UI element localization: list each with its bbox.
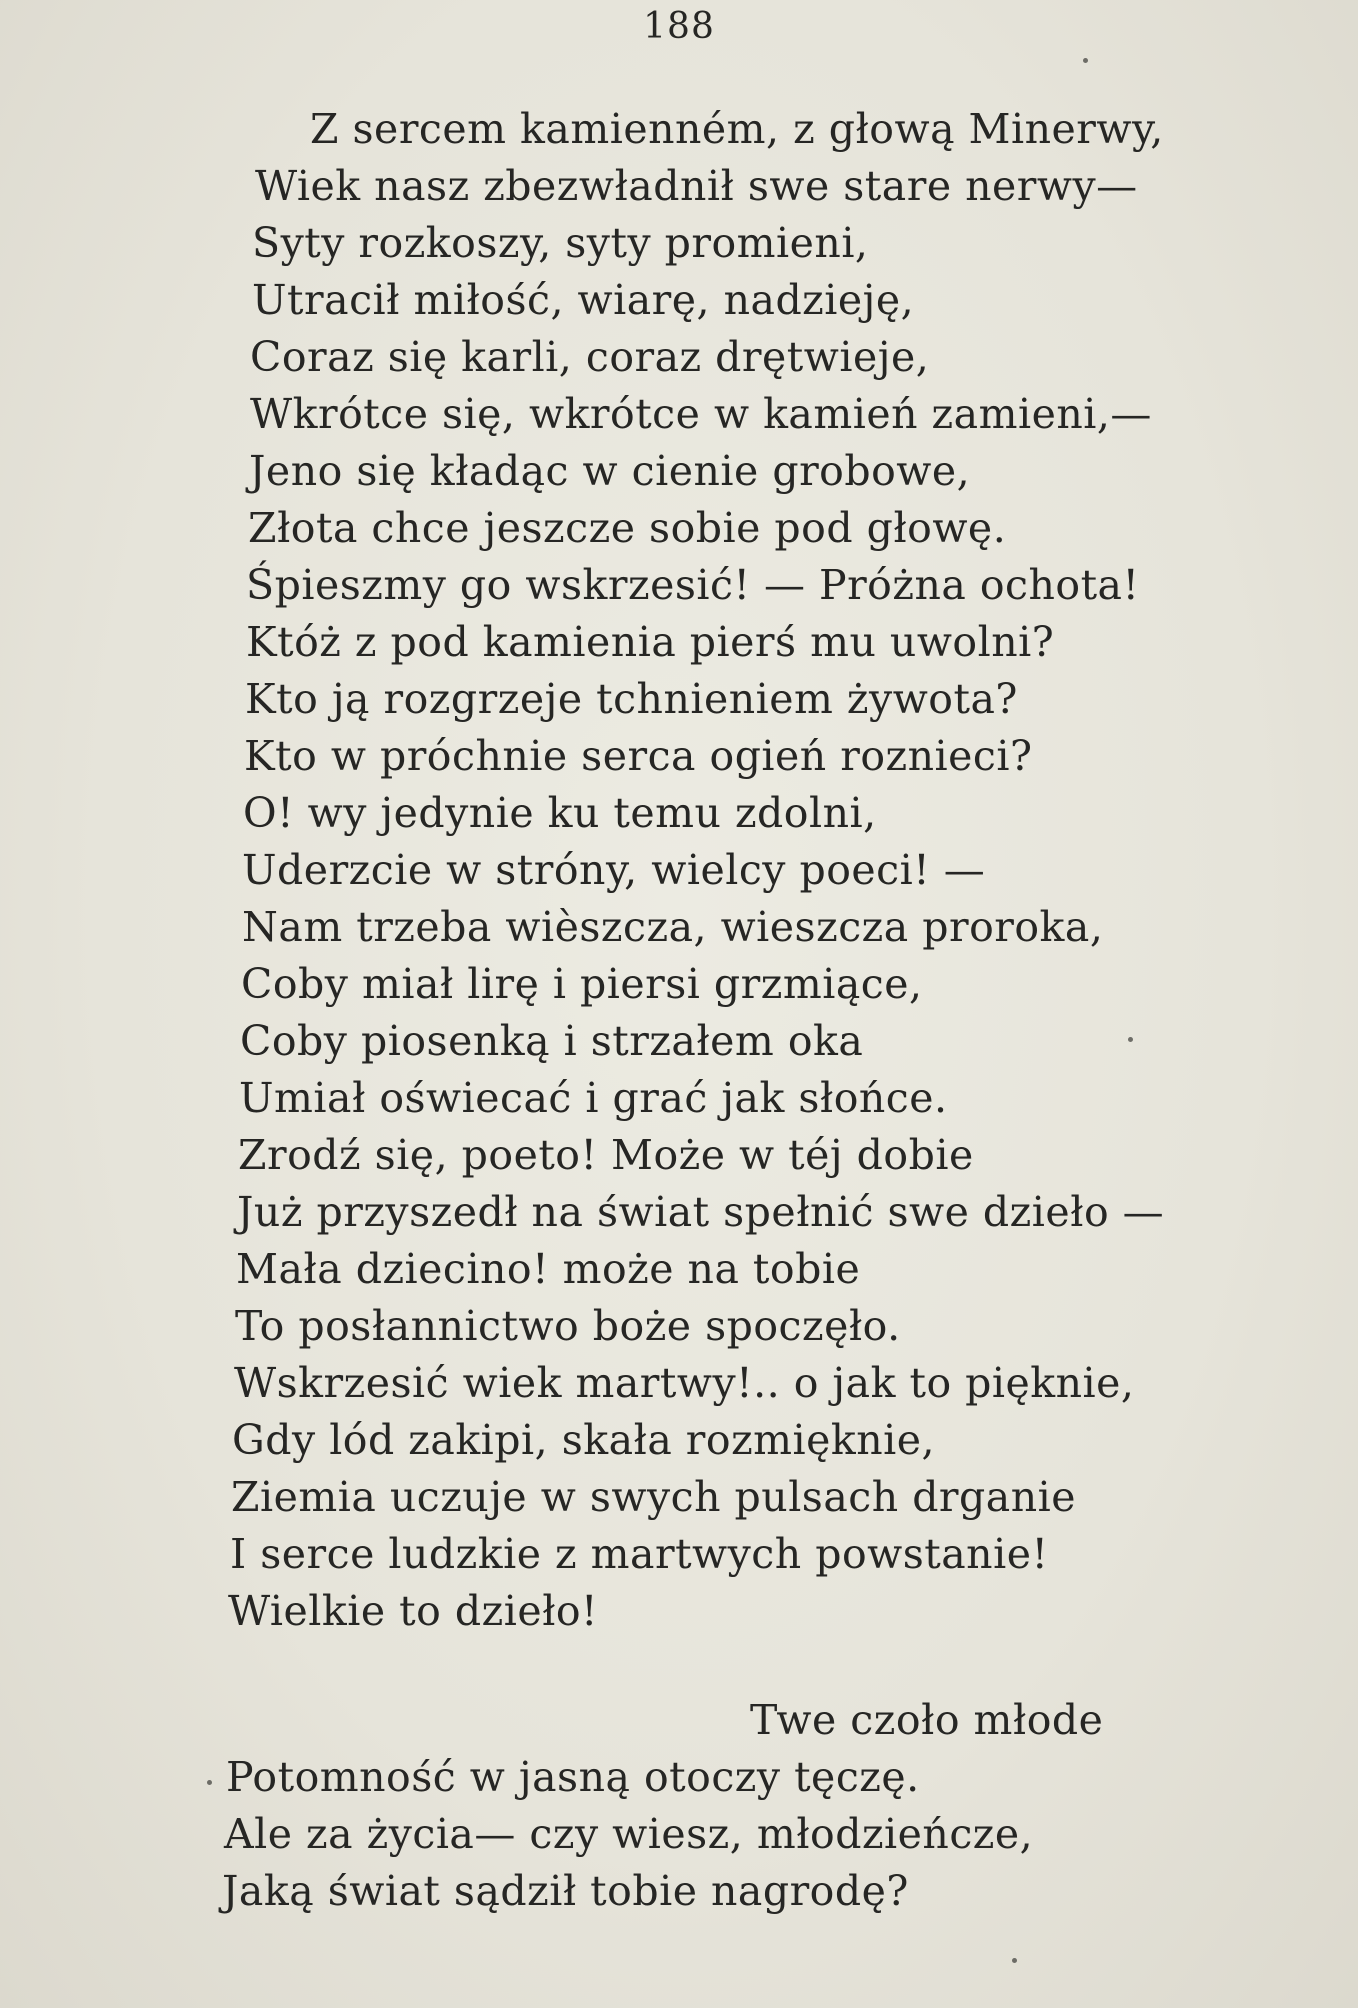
poem-line: Uderzcie w stróny, wielcy poeci! — bbox=[242, 846, 986, 894]
paper-speck bbox=[1012, 1958, 1017, 1963]
poem-line: Utracił miłość, wiarę, nadzieję, bbox=[252, 276, 915, 324]
poem-line: Złota chce jeszcze sobie pod głowę. bbox=[248, 504, 1007, 552]
poem-line: Gdy lód zakipi, skała rozmięknie, bbox=[232, 1416, 936, 1464]
poem-line: Śpieszmy go wskrzesić! — Próżna ochota! bbox=[246, 561, 1140, 609]
poem-line: Kto ją rozgrzeje tchnieniem żywota? bbox=[245, 675, 1018, 723]
poem-line: Coraz się karli, coraz drętwieje, bbox=[250, 333, 930, 381]
poem-line: Coby miał lirę i piersi grzmiące, bbox=[241, 960, 923, 1008]
poem-line: Nam trzeba wièszcza, wieszcza proroka, bbox=[242, 903, 1104, 951]
poem-line: Wiek nasz zbezwładnił swe stare nerwy— bbox=[255, 162, 1138, 210]
paper-speck bbox=[207, 1780, 212, 1785]
poem-line: Wskrzesić wiek martwy!.. o jak to pięknie, bbox=[234, 1359, 1135, 1407]
poem-line: Ale za życia— czy wiesz, młodzieńcze, bbox=[224, 1810, 1034, 1858]
poem-line: I serce ludzkie z martwych powstanie! bbox=[230, 1530, 1049, 1578]
poem-line: Ziemia uczuje w swych pulsach drganie bbox=[231, 1473, 1077, 1521]
poem-line: Już przyszedł na świat spełnić swe dzieło — bbox=[237, 1188, 1165, 1236]
poem-line: Jeno się kładąc w cienie grobowe, bbox=[249, 447, 971, 495]
poem-line: Któż z pod kamienia pierś mu uwolni? bbox=[246, 618, 1055, 666]
poem-line: Twe czoło młode bbox=[750, 1696, 1104, 1744]
paper-speck bbox=[1128, 1037, 1133, 1042]
poem-line: Wkrótce się, wkrótce w kamień zamieni,— bbox=[250, 390, 1152, 438]
poem-line: Wielkie to dzieło! bbox=[228, 1587, 599, 1635]
poem-line: Zrodź się, poeto! Może w téj dobie bbox=[238, 1131, 974, 1179]
paper-speck bbox=[1083, 58, 1088, 63]
poem-line: Syty rozkoszy, syty promieni, bbox=[252, 219, 869, 267]
poem-line: Potomność w jasną otoczy tęczę. bbox=[226, 1753, 920, 1801]
poem-line: Mała dziecino! może na tobie bbox=[236, 1245, 861, 1293]
poem-line: Jaką świat sądził tobie nagrodę? bbox=[222, 1867, 909, 1915]
poem-line: Kto w próchnie serca ogień roznieci? bbox=[244, 732, 1033, 780]
poem-line: Coby piosenką i strzałem oka bbox=[240, 1017, 864, 1065]
poem-line: Z sercem kamienném, z głową Minerwy, bbox=[310, 105, 1164, 153]
poem-line: To posłannictwo boże spoczęło. bbox=[235, 1302, 901, 1350]
poem-line: O! wy jedynie ku temu zdolni, bbox=[243, 789, 877, 837]
page-number: 188 bbox=[643, 6, 715, 47]
poem-line: Umiał oświecać i grać jak słońce. bbox=[239, 1074, 948, 1122]
